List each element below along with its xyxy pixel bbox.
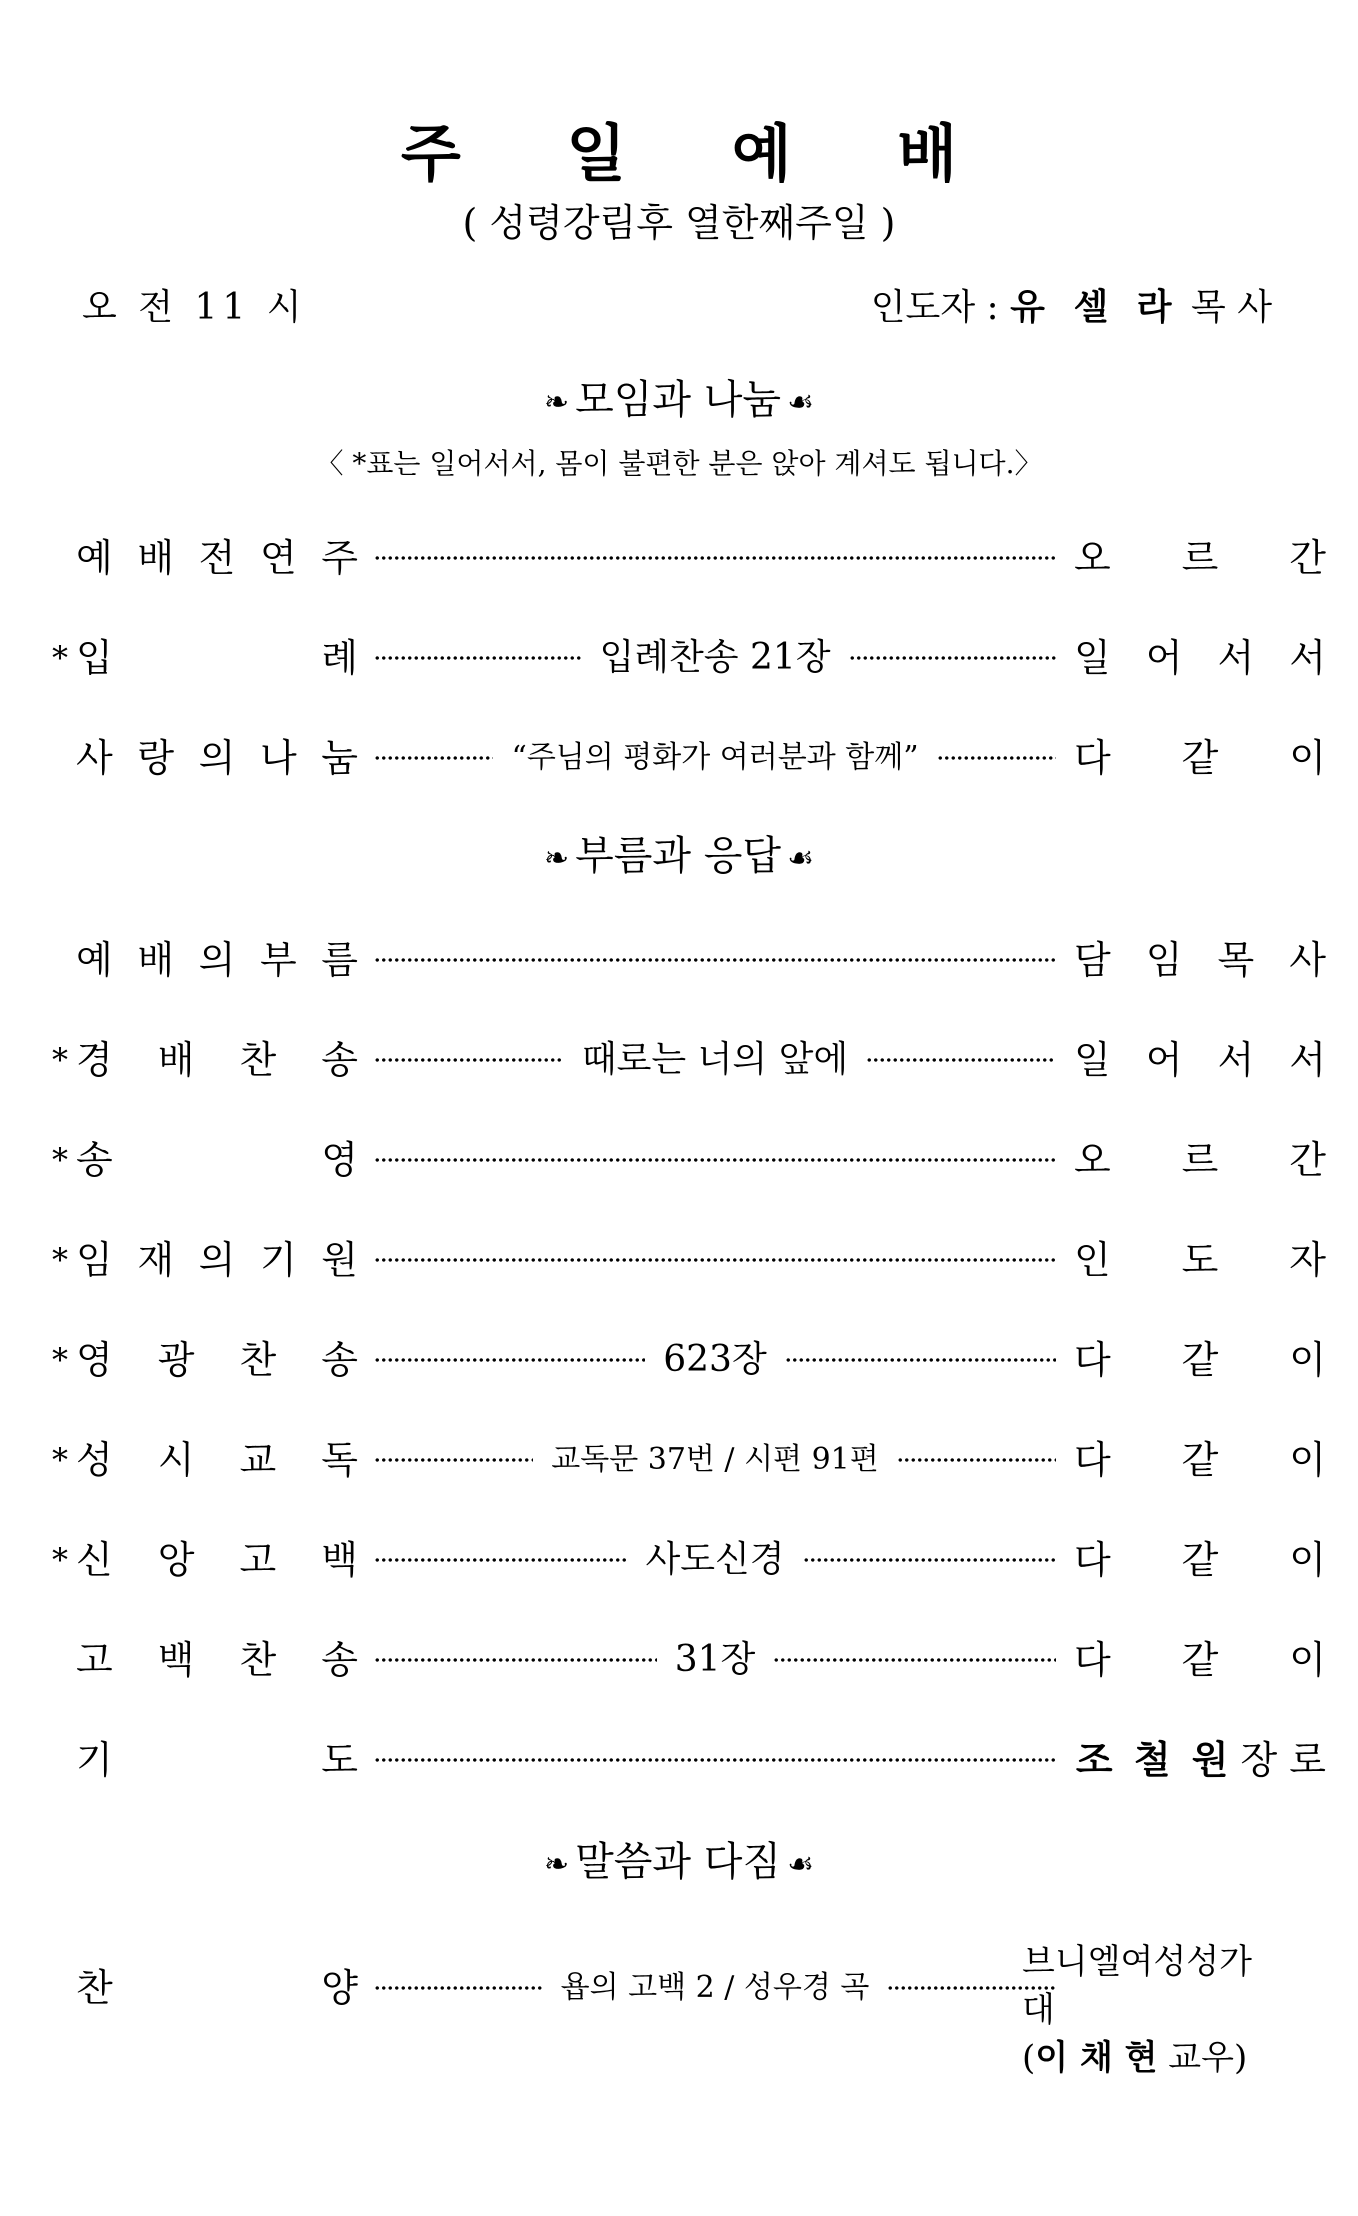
order-row-9 — [52, 1532, 1326, 1588]
item-performer — [1074, 1632, 1326, 1688]
item-label — [76, 530, 358, 586]
performer-char: 오 — [1074, 536, 1111, 580]
label-char: 영 — [76, 1338, 113, 1382]
item-label — [76, 1432, 358, 1488]
label-char: 송 — [321, 1038, 358, 1082]
dot-leader-left — [374, 1758, 1056, 1762]
section-calling — [0, 828, 1358, 887]
item-detail: 623장 — [663, 1339, 767, 1380]
dot-leader — [374, 940, 1056, 980]
order-row-11 — [52, 1732, 1326, 1788]
performer-char: 이 — [1289, 1538, 1326, 1582]
choir-conductor: 이 채 현 — [1035, 2038, 1158, 2078]
label-char: 찬 — [239, 1038, 277, 1082]
dot-leader-left — [374, 958, 1056, 962]
standing-mark: * — [52, 1541, 68, 1579]
item-detail: 욥의 고백 2 / 성우경 곡 — [560, 1970, 870, 2005]
label-char: 찬 — [239, 1638, 277, 1682]
item-detail: 입례찬송 21장 — [599, 637, 831, 678]
item-label — [76, 1032, 358, 1088]
order-row-3 — [52, 932, 1326, 988]
standing-mark: * — [52, 1441, 68, 1479]
label-char: 고 — [239, 1538, 277, 1582]
performer-char: 이 — [1289, 1438, 1326, 1482]
choir-conductor-title: 교우) — [1168, 2038, 1248, 2078]
performer-char: 서 — [1217, 636, 1255, 680]
label-char: 의 — [198, 938, 236, 982]
label-char: 송 — [321, 1638, 358, 1682]
item-detail: 때로는 너의 앞에 — [581, 1039, 849, 1080]
performer-char: 다 — [1074, 1438, 1111, 1482]
ornament-left-icon: ❧ — [544, 841, 570, 876]
ornament-left-icon: ❧ — [544, 1847, 570, 1882]
ornament-right-icon: ☙ — [787, 1847, 814, 1882]
order-row-4 — [52, 1032, 1326, 1088]
performer-char: 임 — [1145, 938, 1183, 982]
item-detail: “주님의 평화가 여러분과 함께” — [511, 740, 919, 775]
label-char: 도 — [321, 1738, 358, 1782]
item-performer — [1074, 1732, 1326, 1788]
label-char: 전 — [198, 536, 236, 580]
page-subtitle: ( 성령강림후 열한째주일 ) — [462, 201, 896, 245]
performer-char: 어 — [1145, 1038, 1183, 1082]
label-char: 임 — [76, 1238, 113, 1282]
dot-leader-right — [849, 656, 1056, 660]
service-time: 오 전 11 시 — [82, 287, 307, 328]
choir-credit — [1022, 1938, 1274, 2082]
performer-char: 다 — [1074, 736, 1111, 780]
dot-leader — [374, 1040, 1056, 1080]
item-label — [76, 1532, 358, 1588]
section-title: 말씀과 다짐 — [575, 1839, 782, 1885]
label-char: 의 — [198, 1238, 236, 1282]
item-label — [76, 1632, 358, 1688]
label-char: 영 — [321, 1138, 358, 1182]
performer-char: 같 — [1181, 1538, 1219, 1582]
item-detail: 사도신경 — [645, 1539, 785, 1580]
dot-leader — [374, 1240, 1056, 1280]
item-performer — [1074, 530, 1326, 586]
dot-leader-left — [374, 656, 581, 660]
performer-char: 간 — [1289, 1138, 1326, 1182]
order-row-2 — [52, 730, 1326, 786]
order-row-1 — [52, 630, 1326, 686]
performer-char: 간 — [1289, 536, 1326, 580]
label-char: 시 — [157, 1438, 195, 1482]
dot-leader — [374, 1440, 1056, 1480]
dot-leader — [374, 538, 1056, 578]
section-gathering — [0, 372, 1358, 431]
item-detail: 31장 — [674, 1639, 756, 1680]
label-char: 기 — [76, 1738, 113, 1782]
performer-char: 인 — [1074, 1238, 1111, 1282]
performer-char: 서 — [1289, 636, 1326, 680]
dot-leader-right — [785, 1358, 1056, 1362]
performer-char: 르 — [1181, 536, 1219, 580]
performer-title: 장 로 — [1240, 1738, 1326, 1782]
dot-leader-right — [803, 1558, 1056, 1562]
label-char: 사 — [76, 736, 113, 780]
order-row-5 — [52, 1132, 1326, 1188]
label-char: 배 — [137, 938, 175, 982]
item-label — [76, 1960, 358, 2016]
order-row-10 — [52, 1632, 1326, 1688]
dot-leader — [374, 1640, 1056, 1680]
dot-leader-left — [374, 1458, 533, 1462]
dot-leader-left — [374, 1158, 1056, 1162]
dot-leader-left — [374, 556, 1056, 560]
performer-char: 오 — [1074, 1138, 1111, 1182]
performer-char: 서 — [1289, 1038, 1326, 1082]
label-char: 례 — [321, 636, 358, 680]
item-performer — [1074, 1532, 1326, 1588]
standing-mark: * — [52, 1141, 68, 1179]
performer-char: 이 — [1289, 736, 1326, 780]
performer-char: 서 — [1217, 1038, 1255, 1082]
standing-mark: * — [52, 1241, 68, 1279]
section-title: 모임과 나눔 — [575, 377, 782, 423]
performer-char: 일 — [1074, 636, 1111, 680]
label-char: 기 — [259, 1238, 297, 1282]
order-row-0 — [52, 530, 1326, 586]
performer-char: 담 — [1074, 938, 1111, 982]
label-char: 눔 — [321, 736, 358, 780]
standing-mark: * — [52, 1041, 68, 1079]
item-label — [76, 1332, 358, 1388]
item-detail: 교독문 37번 / 시편 91편 — [551, 1442, 879, 1477]
label-char: 찬 — [239, 1338, 277, 1382]
dot-leader — [374, 738, 1056, 778]
dot-leader-right — [937, 756, 1056, 760]
label-char: 광 — [157, 1338, 195, 1382]
item-performer — [1074, 730, 1326, 786]
dot-leader-left — [374, 1358, 645, 1362]
choir-conductor-line — [1022, 2034, 1274, 2082]
label-char: 연 — [259, 536, 297, 580]
performer-char: 같 — [1181, 736, 1219, 780]
section-title: 부름과 응답 — [575, 833, 782, 879]
item-label — [76, 630, 358, 686]
item-performer — [1074, 932, 1326, 988]
dot-leader-right — [897, 1458, 1056, 1462]
performer-char: 같 — [1181, 1338, 1219, 1382]
performer-char: 이 — [1289, 1638, 1326, 1682]
label-char: 름 — [321, 938, 358, 982]
service-leader — [871, 282, 1272, 334]
label-char: 송 — [321, 1338, 358, 1382]
performer-char: 도 — [1181, 1238, 1219, 1282]
item-label — [76, 1132, 358, 1188]
leader-title: 목 사 — [1191, 287, 1272, 328]
item-label — [76, 1232, 358, 1288]
ornament-right-icon: ☙ — [787, 385, 814, 420]
ornament-left-icon: ❧ — [544, 385, 570, 420]
standing-note: 〈 *표는 일어서서, 몸이 불편한 분은 앉아 계셔도 됩니다.〉 — [315, 447, 1043, 480]
label-char: 배 — [137, 536, 175, 580]
dot-leader-left — [374, 1558, 627, 1562]
standing-mark: * — [52, 1341, 68, 1379]
label-char: 성 — [76, 1438, 113, 1482]
label-char: 예 — [76, 938, 113, 982]
performer-char: 사 — [1289, 938, 1326, 982]
label-char: 랑 — [137, 736, 175, 780]
dot-leader-left — [374, 1658, 657, 1662]
item-performer — [1074, 1232, 1326, 1288]
dot-leader-left — [374, 1258, 1056, 1262]
performer-char: 다 — [1074, 1538, 1111, 1582]
leader-name: 유 셀 라 — [1010, 287, 1180, 328]
order-row-8 — [52, 1432, 1326, 1488]
item-label — [76, 932, 358, 988]
dot-leader — [374, 1340, 1056, 1380]
item-label — [76, 1732, 358, 1788]
label-char: 재 — [137, 1238, 175, 1282]
label-char: 입 — [76, 636, 113, 680]
label-char: 백 — [321, 1538, 358, 1582]
item-performer — [1074, 1032, 1326, 1088]
performer-char: 같 — [1181, 1438, 1219, 1482]
performer-char: 다 — [1074, 1338, 1111, 1382]
dot-leader-left — [374, 1986, 543, 1990]
dot-leader-right — [773, 1658, 1056, 1662]
label-char: 나 — [259, 736, 297, 780]
label-char: 주 — [321, 536, 358, 580]
item-performer — [1074, 1432, 1326, 1488]
order-row-7 — [52, 1332, 1326, 1388]
label-char: 앙 — [157, 1538, 195, 1582]
item-performer — [1074, 630, 1326, 686]
performer-name: 조 철 원 — [1075, 1738, 1233, 1782]
choir-open-paren: ( — [1022, 2038, 1036, 2078]
standing-mark: * — [52, 639, 68, 677]
performer-char: 자 — [1289, 1238, 1326, 1282]
dot-leader — [374, 1540, 1056, 1580]
performer-char: 르 — [1181, 1138, 1219, 1182]
dot-leader — [374, 638, 1056, 678]
label-char: 경 — [76, 1038, 113, 1082]
performer-char: 일 — [1074, 1038, 1111, 1082]
item-performer — [1074, 1332, 1326, 1388]
item-performer — [1074, 1132, 1326, 1188]
ornament-right-icon: ☙ — [787, 841, 814, 876]
choir-name: 브니엘여성성가대 — [1022, 1942, 1252, 2030]
section-word — [0, 1834, 1358, 1893]
dot-leader — [374, 1140, 1056, 1180]
order-row-6 — [52, 1232, 1326, 1288]
label-char: 독 — [321, 1438, 358, 1482]
label-char: 배 — [157, 1038, 195, 1082]
label-char: 송 — [76, 1138, 113, 1182]
label-char: 원 — [321, 1238, 358, 1282]
performer-char: 다 — [1074, 1638, 1111, 1682]
dot-leader — [374, 1740, 1056, 1780]
label-char: 의 — [198, 736, 236, 780]
page-title: 주 일 예 배 — [400, 117, 1000, 190]
performer-char: 같 — [1181, 1638, 1219, 1682]
label-char: 신 — [76, 1538, 113, 1582]
label-char: 부 — [259, 938, 297, 982]
label-char: 예 — [76, 536, 113, 580]
dot-leader-left — [374, 756, 493, 760]
label-char: 백 — [157, 1638, 195, 1682]
dot-leader-left — [374, 1058, 564, 1062]
performer-char: 목 — [1217, 938, 1255, 982]
leader-label: 인도자 : — [870, 287, 999, 328]
item-label — [76, 730, 358, 786]
dot-leader-right — [866, 1058, 1056, 1062]
label-char: 찬 — [76, 1966, 113, 2010]
label-char: 양 — [321, 1966, 358, 2010]
performer-char: 이 — [1289, 1338, 1326, 1382]
performer-char: 어 — [1145, 636, 1183, 680]
dot-leader — [374, 1968, 1056, 2008]
label-char: 교 — [239, 1438, 277, 1482]
label-char: 고 — [76, 1638, 113, 1682]
